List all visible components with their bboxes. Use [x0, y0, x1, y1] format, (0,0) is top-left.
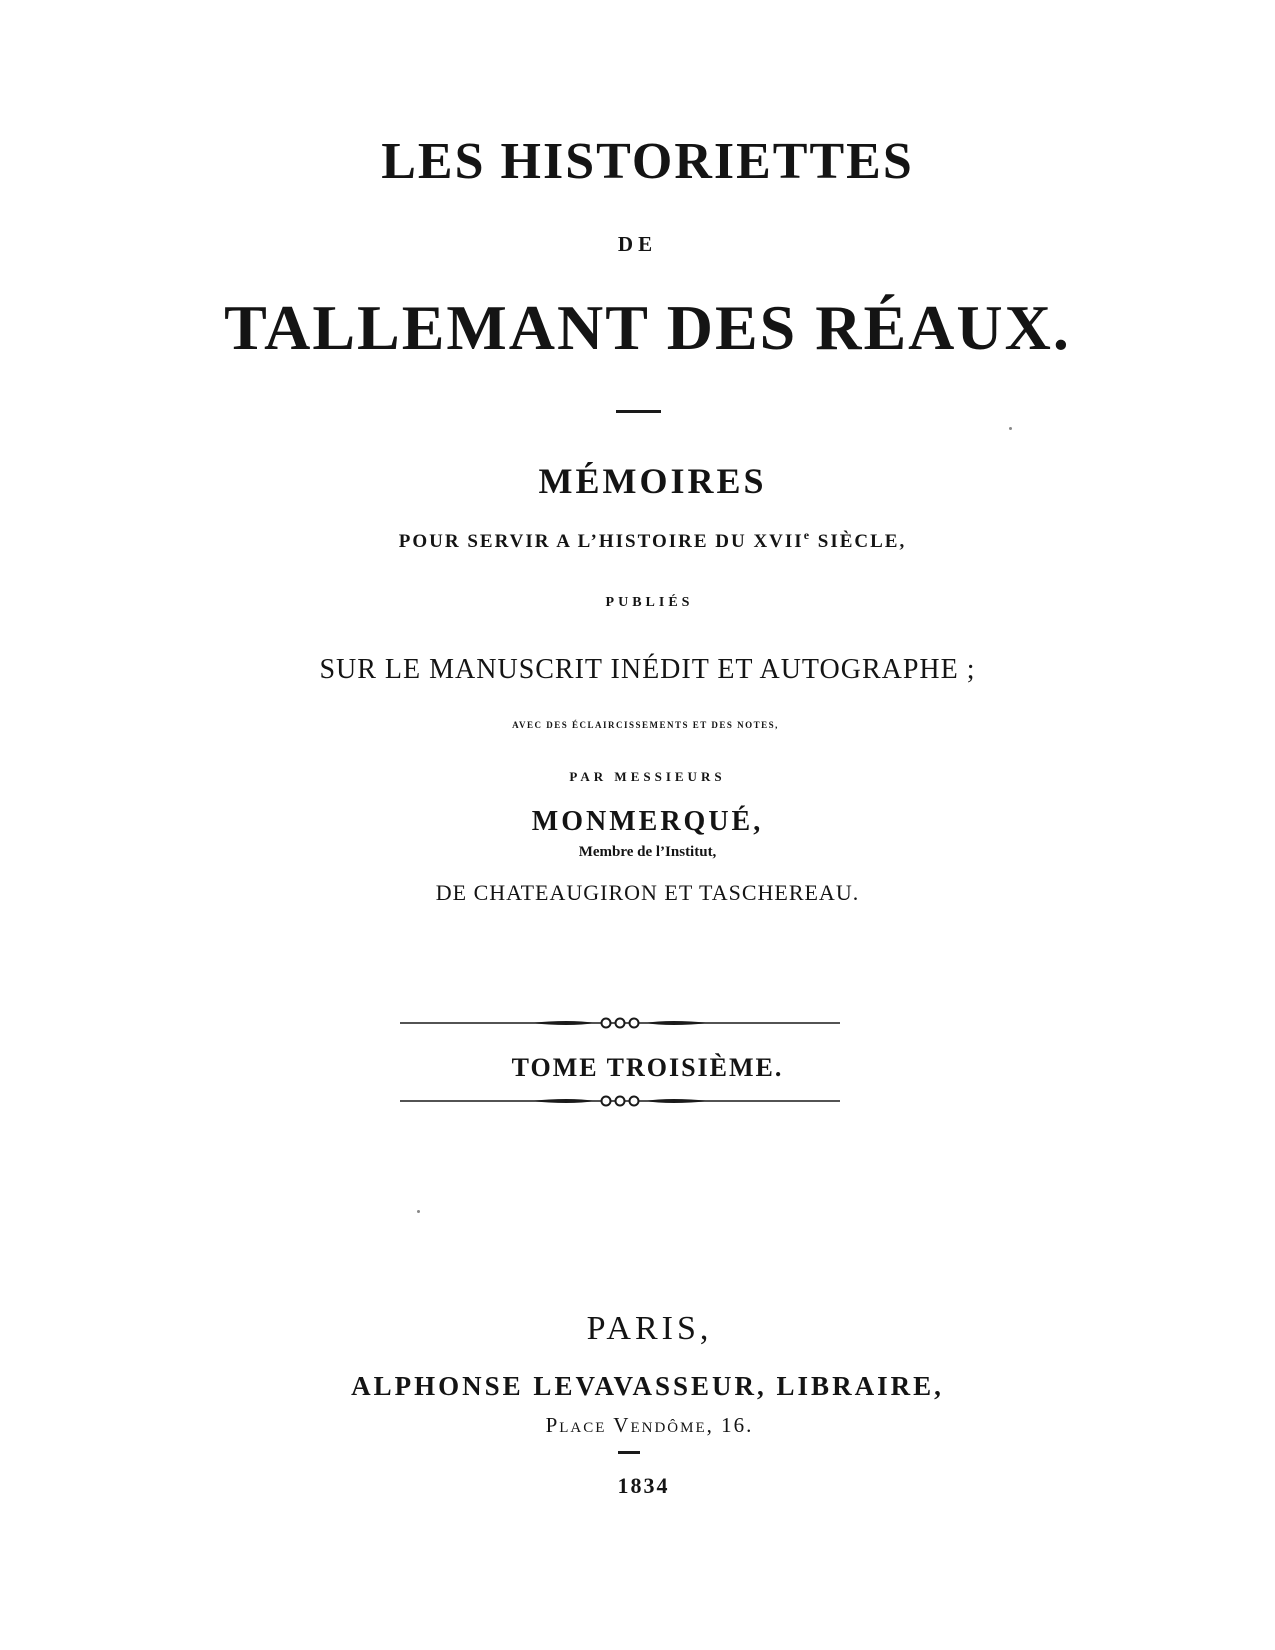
imprint-city: PARIS, [586, 1310, 713, 1347]
superscript-e: e [803, 528, 812, 542]
subtitle-memoires: MÉMOIRES [538, 461, 767, 501]
imprint-year: 1834 [617, 1473, 670, 1498]
author-affiliation: Membre de l’Institut, [578, 844, 717, 860]
volume-number: TOME TROISIÈME. [511, 1053, 784, 1082]
subtitle-siecle-text: SIÈCLE, [811, 531, 907, 552]
imprint-address: Place Vendôme, 16. [545, 1413, 754, 1437]
subtitle-manuscrit: SUR LE MANUSCRIT INÉDIT ET AUTOGRAPHE ; [319, 654, 976, 685]
subtitle-eclaircissements: AVEC DES ÉCLAIRCISSEMENTS ET DES NOTES, [512, 720, 779, 730]
author-monmerque: MONMERQUÉ, [531, 806, 764, 837]
authors-others: DE CHATEAUGIRON ET TASCHEREAU. [435, 880, 860, 905]
paper-speck [1009, 427, 1012, 430]
title-connector: DE [617, 232, 658, 256]
ornament-rule-bottom-icon [400, 1094, 840, 1108]
subtitle-pour-text: POUR SERVIR A L’HISTOIRE DU XVII [398, 531, 804, 552]
authors-par: PAR MESSIEURS [569, 769, 726, 784]
title-line-2: TALLEMANT DES RÉAUX. [224, 292, 1071, 363]
imprint-dash [618, 1451, 640, 1454]
subtitle-pour-servir [0, 528, 1275, 552]
title-line-1: LES HISTORIETTES [381, 133, 914, 190]
imprint-publisher: ALPHONSE LEVAVASSEUR, LIBRAIRE, [351, 1371, 944, 1401]
subtitle-publies: PUBLIÉS [605, 595, 694, 610]
paper-speck [417, 1210, 420, 1213]
divider-dash [616, 410, 661, 413]
ornament-rule-top-icon [400, 1016, 840, 1030]
